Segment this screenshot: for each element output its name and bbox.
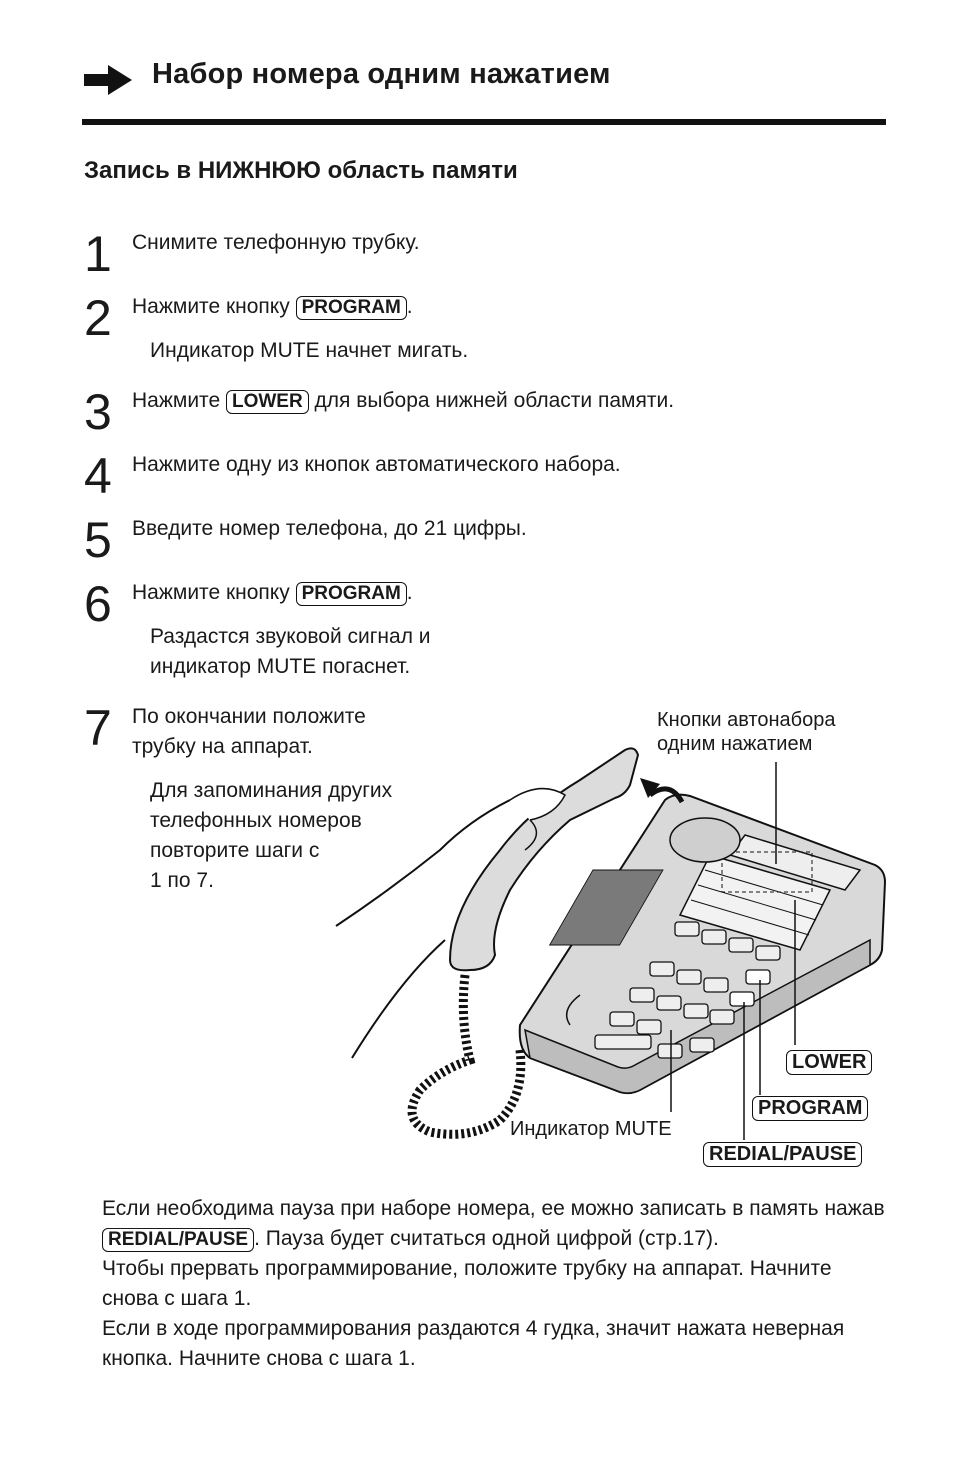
- step-sub-7-line-3: повторите шаги с: [150, 839, 320, 862]
- step-sub-7-line-4: 1 по 7.: [150, 869, 214, 892]
- title-divider: [82, 119, 886, 125]
- step-text-3: Нажмите LOWER для выбора нижней области памяти.: [132, 389, 675, 412]
- notes-block: [102, 1194, 892, 1374]
- telephone-base: [520, 795, 885, 1093]
- redial-pause-key-label: REDIAL/PAUSE: [102, 1228, 254, 1252]
- step-number-7: 7: [84, 700, 112, 756]
- step-number-3: 3: [84, 384, 112, 440]
- program-key-label: PROGRAM: [296, 296, 407, 320]
- program-key-label: PROGRAM: [296, 582, 407, 606]
- step-number-6: 6: [84, 576, 112, 632]
- callout-autodial-line-2: одним нажатием: [657, 733, 813, 755]
- step-number-1: 1: [84, 226, 112, 282]
- step-number-2: 2: [84, 290, 112, 346]
- step-text-1: Снимите телефонную трубку.: [132, 231, 420, 254]
- step-sub-2: Индикатор MUTE начнет мигать.: [150, 339, 469, 362]
- step-sub-6-line-1: Раздастся звуковой сигнал и: [150, 625, 431, 648]
- step-text-7-line-1: По окончании положите: [132, 705, 366, 728]
- step-text-4: Нажмите одну из кнопок автоматического набора.: [132, 453, 621, 476]
- step-text-6: Нажмите кнопку PROGRAM .: [132, 581, 413, 604]
- step-text-5: Введите номер телефона, до 21 цифры.: [132, 517, 527, 540]
- step-text-2: Нажмите кнопку PROGRAM .: [132, 295, 413, 318]
- step-text-7-line-2: трубку на аппарат.: [132, 735, 313, 758]
- mute-indicator-callout: Индикатор MUTE: [510, 1118, 672, 1140]
- page-title: Набор номера одним нажатием: [152, 58, 611, 90]
- step-number-5: 5: [84, 512, 112, 568]
- arrow-right-icon: [84, 65, 132, 95]
- redial-pause-key-callout: REDIAL/PAUSE: [703, 1142, 862, 1167]
- lower-key-label: LOWER: [226, 390, 309, 414]
- program-key-callout: PROGRAM: [752, 1096, 868, 1121]
- note-cancel: Чтобы прервать программирование, положите трубку на аппарат. Начните снова с шага 1.: [102, 1257, 832, 1310]
- step-number-4: 4: [84, 448, 112, 504]
- lower-key-callout: LOWER: [786, 1050, 872, 1075]
- step-sub-7-line-2: телефонных номеров: [150, 809, 362, 832]
- section-title: Запись в НИЖНЮЮ область памяти: [84, 157, 518, 184]
- step-sub-7-line-1: Для запоминания других: [150, 779, 393, 802]
- note-pause: Если необходима пауза при наборе номера, ее можно записать в память нажав REDIAL/PAUSE . Пауза будет считаться одной цифрой (стр.17).: [102, 1197, 885, 1250]
- step-sub-6-line-2: индикатор MUTE погаснет.: [150, 655, 411, 678]
- callout-autodial-line-1: Кнопки автонабора: [657, 709, 836, 731]
- note-error: Если в ходе программирования раздаются 4 гудка, значит нажата неверная кнопка. Начните снова с шага 1.: [102, 1317, 845, 1370]
